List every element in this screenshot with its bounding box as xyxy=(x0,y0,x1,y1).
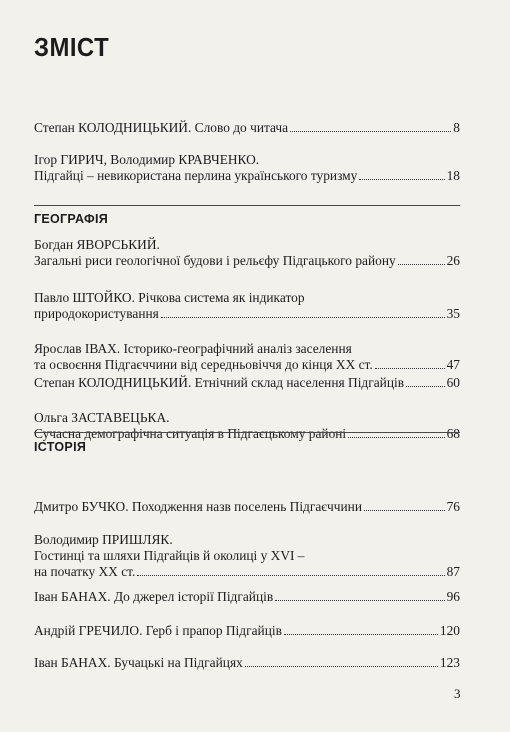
toc-entry-text: Сучасна демографічна ситуація в Підгаєцькому районі xyxy=(34,426,347,441)
toc-page-number: 60 xyxy=(446,375,460,390)
dot-leader xyxy=(290,120,451,132)
toc-entry-text: природокористування xyxy=(34,306,159,321)
toc-page-number: 76 xyxy=(446,499,460,514)
toc-page-number: 96 xyxy=(446,589,460,604)
toc-entry-text: Загальні риси геологічної будови і рельєфу Підгацького району xyxy=(34,253,396,268)
toc-entry-line xyxy=(34,290,460,306)
toc-entry-text: Дмитро БУЧКО. Походження назв поселень Підгаєччини xyxy=(34,499,363,514)
dot-leader xyxy=(245,655,438,667)
toc-entry-line xyxy=(34,426,460,442)
toc-entry xyxy=(34,341,460,373)
toc-entry-line xyxy=(34,253,460,269)
toc-entry-line xyxy=(34,306,460,322)
toc-entry-line xyxy=(34,564,460,580)
toc-entry-text: на початку XX ст. xyxy=(34,564,136,579)
toc-page-number: 68 xyxy=(446,426,460,441)
toc-entry xyxy=(34,532,460,580)
toc-entry xyxy=(34,375,460,391)
toc-entry xyxy=(34,152,460,184)
toc-page-number: 8 xyxy=(453,120,460,135)
toc-entry xyxy=(34,655,460,671)
dot-leader xyxy=(375,357,445,369)
toc-entry-text: Володимир ПРИШЛЯК. xyxy=(34,532,173,547)
toc-entry-line xyxy=(34,548,460,564)
toc-entry-line xyxy=(34,120,460,136)
toc-page-number: 26 xyxy=(446,253,460,268)
toc-entry-text: Степан КОЛОДНИЦЬКИЙ. Етнічний склад населення Підгайців xyxy=(34,375,405,390)
toc-entry-line xyxy=(34,499,460,515)
toc-entry-text: та освоєння Підгаєччини від середньовіччя до кінця XX ст. xyxy=(34,357,373,372)
section-divider xyxy=(34,205,460,206)
toc-entry-text: Богдан ЯВОРСЬКИЙ. xyxy=(34,237,160,252)
toc-entry-line xyxy=(34,532,460,548)
toc-entry xyxy=(34,410,460,442)
toc-entry-text: Підгайці – невикористана перлина українського туризму xyxy=(34,168,358,183)
dot-leader xyxy=(398,253,445,265)
dot-leader xyxy=(137,564,444,576)
toc-page-number: 47 xyxy=(446,357,460,372)
dot-leader xyxy=(406,375,445,387)
toc-entry-text: Іван БАНАХ. Бучацькі на Підгайцях xyxy=(34,655,243,670)
toc-entry-line xyxy=(34,357,460,373)
toc-entry-line xyxy=(34,655,460,671)
toc-entry-text: Ярослав ІВАХ. Історико-географічний аналіз заселення xyxy=(34,341,352,356)
toc-entry xyxy=(34,623,460,639)
toc-entry-text: Ігор ГИРИЧ, Володимир КРАВЧЕНКО. xyxy=(34,152,260,167)
dot-leader xyxy=(275,589,444,601)
page-number: 3 xyxy=(454,686,461,701)
toc-entry-text: Іван БАНАХ. До джерел історії Підгайців xyxy=(34,589,274,604)
toc-entry-line xyxy=(34,237,460,253)
toc-page-number: 120 xyxy=(439,623,460,638)
toc-page-number: 35 xyxy=(446,306,460,321)
toc-entry-text: Ольга ЗАСТАВЕЦЬКА. xyxy=(34,410,170,425)
toc-entry-line xyxy=(34,152,460,168)
toc-page-number: 18 xyxy=(446,168,460,183)
toc-page-number: 123 xyxy=(439,655,460,670)
toc-entry xyxy=(34,499,460,515)
toc-entry xyxy=(34,290,460,322)
toc-entry-line xyxy=(34,589,460,605)
dot-leader xyxy=(364,499,445,511)
section-heading-history: ІСТОРІЯ xyxy=(34,440,87,454)
page-title: ЗМІСТ xyxy=(34,32,110,62)
toc-entry-text: Гостинці та шляхи Підгайців й околиці у XVI – xyxy=(34,548,305,563)
toc-entry xyxy=(34,120,460,136)
dot-leader xyxy=(161,306,445,318)
toc-entry xyxy=(34,589,460,605)
toc-entry-text: Павло ШТОЙКО. Річкова система як індикатор xyxy=(34,290,305,305)
dot-leader xyxy=(359,168,444,180)
toc-entry-line xyxy=(34,341,460,357)
section-heading-geography: ГЕОГРАФІЯ xyxy=(34,212,109,226)
section-divider xyxy=(34,432,460,433)
toc-entry-text: Степан КОЛОДНИЦЬКИЙ. Слово до читача xyxy=(34,120,289,135)
dot-leader xyxy=(284,623,438,635)
toc-entry xyxy=(34,237,460,269)
toc-entry-line xyxy=(34,623,460,639)
toc-entry-line xyxy=(34,410,460,426)
toc-page-number: 87 xyxy=(446,564,460,579)
toc-entry-text: Андрій ГРЕЧИЛО. Герб і прапор Підгайців xyxy=(34,623,282,638)
toc-entry-line xyxy=(34,168,460,184)
toc-entry-line xyxy=(34,375,460,391)
